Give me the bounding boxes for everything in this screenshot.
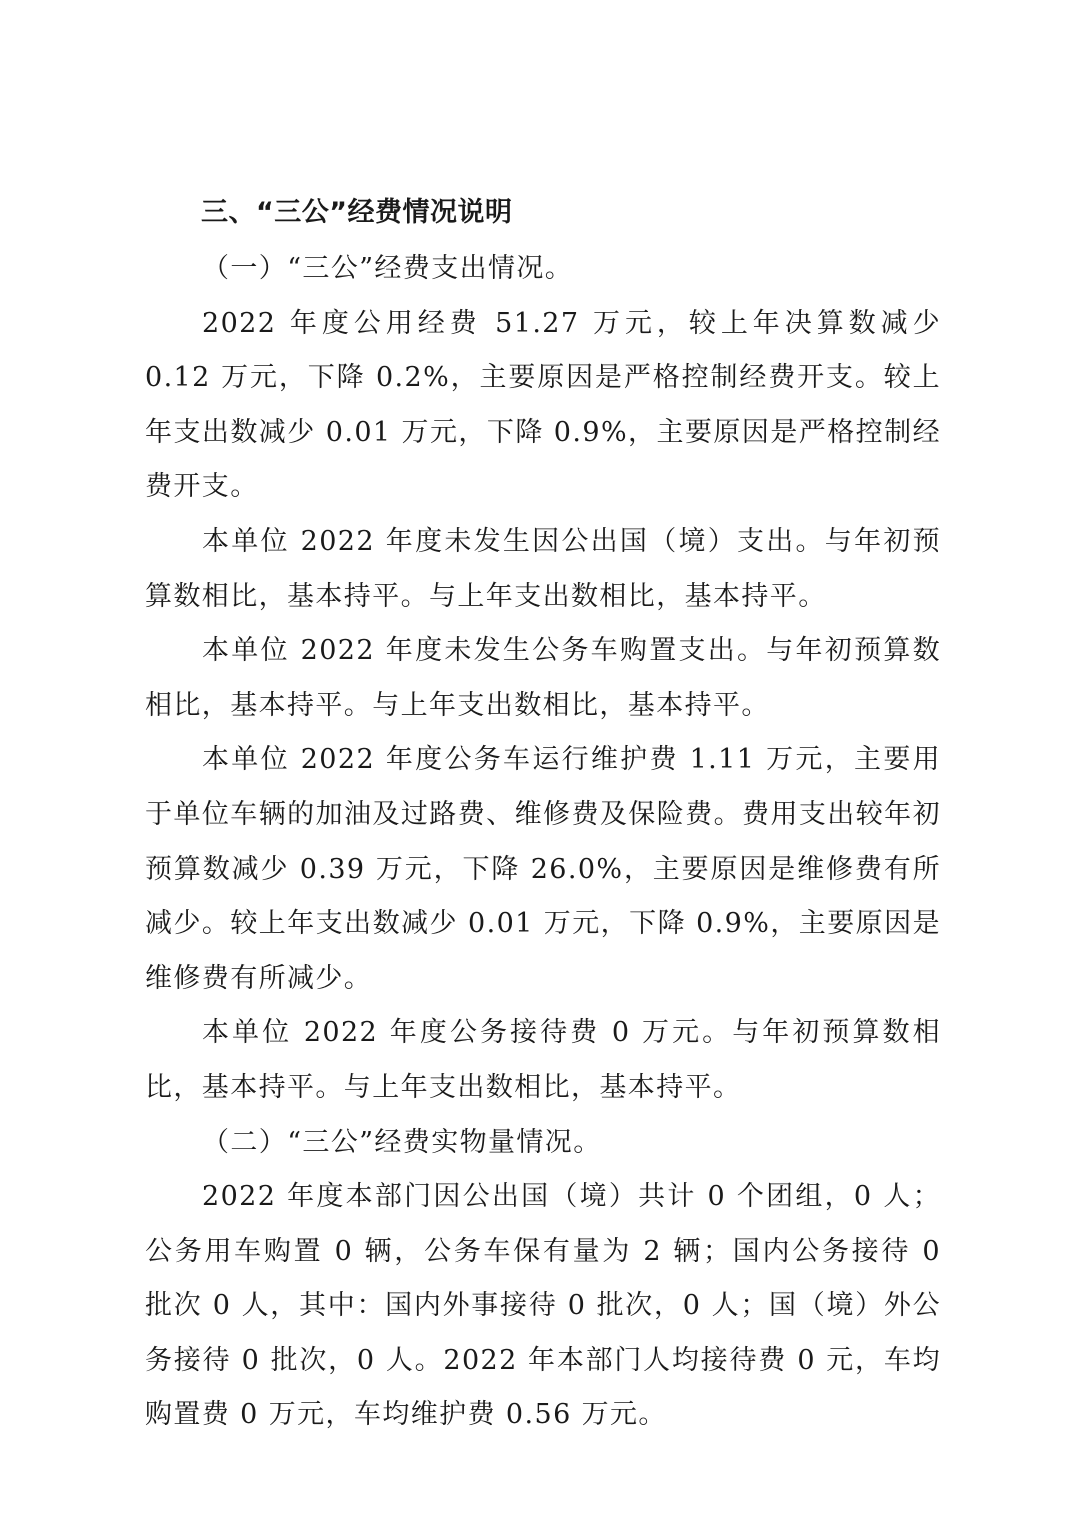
subheading-expenditure: （一）“三公”经费支出情况。 — [202, 253, 574, 284]
section-heading: 三、“三公”经费情况说明 — [201, 197, 513, 228]
paragraph-public-funds: 2022 年度公用经费 51.27 万元，较上年决算数减少 0.12 万元，下降 0.2%，主要原因是严格控制经费开支。较上年支出数减少 0.01 万元，下降 0.9%，主要原因是严格控制经费开支。 — [145, 307, 941, 503]
paragraph-reception: 本单位 2022 年度公务接待费 0 万元。与年初预算数相比，基本持平。与上年支出数相比，基本持平。 — [145, 1017, 941, 1103]
paragraph-overseas-travel: 本单位 2022 年度未发生因公出国（境）支出。与年初预算数相比，基本持平。与上年支出数相比，基本持平。 — [145, 525, 941, 612]
paragraph-vehicle-purchase: 本单位 2022 年度未发生公务车购置支出。与年初预算数相比，基本持平。与上年支出数相比，基本持平。 — [145, 635, 941, 721]
subheading-physical-quantity: （二）“三公”经费实物量情况。 — [202, 1126, 602, 1158]
paragraph-vehicle-maintenance: 本单位 2022 年度公务车运行维护费 1.11 万元，主要用于单位车辆的加油及过路费、维修费及保险费。费用支出较年初预算数减少 0.39 万元，下降 26.0%，主要原因是维修费有所减少。较上年支出数减少 0.01 万元，下降 0.9%，主要原因是维修费有所减少。 — [145, 744, 941, 994]
body-text — [145, 242, 941, 1443]
paragraph-physical-quantity: 2022 年度本部门因公出国（境）共计 0 个团组，0 人；公务用车购置 0 辆，公务车保有量为 2 辆；国内公务接待 0 批次 0 人，其中：国内外事接待 0 批次，0 人；国（境）外公务接待 0 批次，0 人。2022 年本部门人均接待费 0 元，车均购置费 0 万元，车均维护费 0.56 万元。 — [145, 1181, 941, 1431]
